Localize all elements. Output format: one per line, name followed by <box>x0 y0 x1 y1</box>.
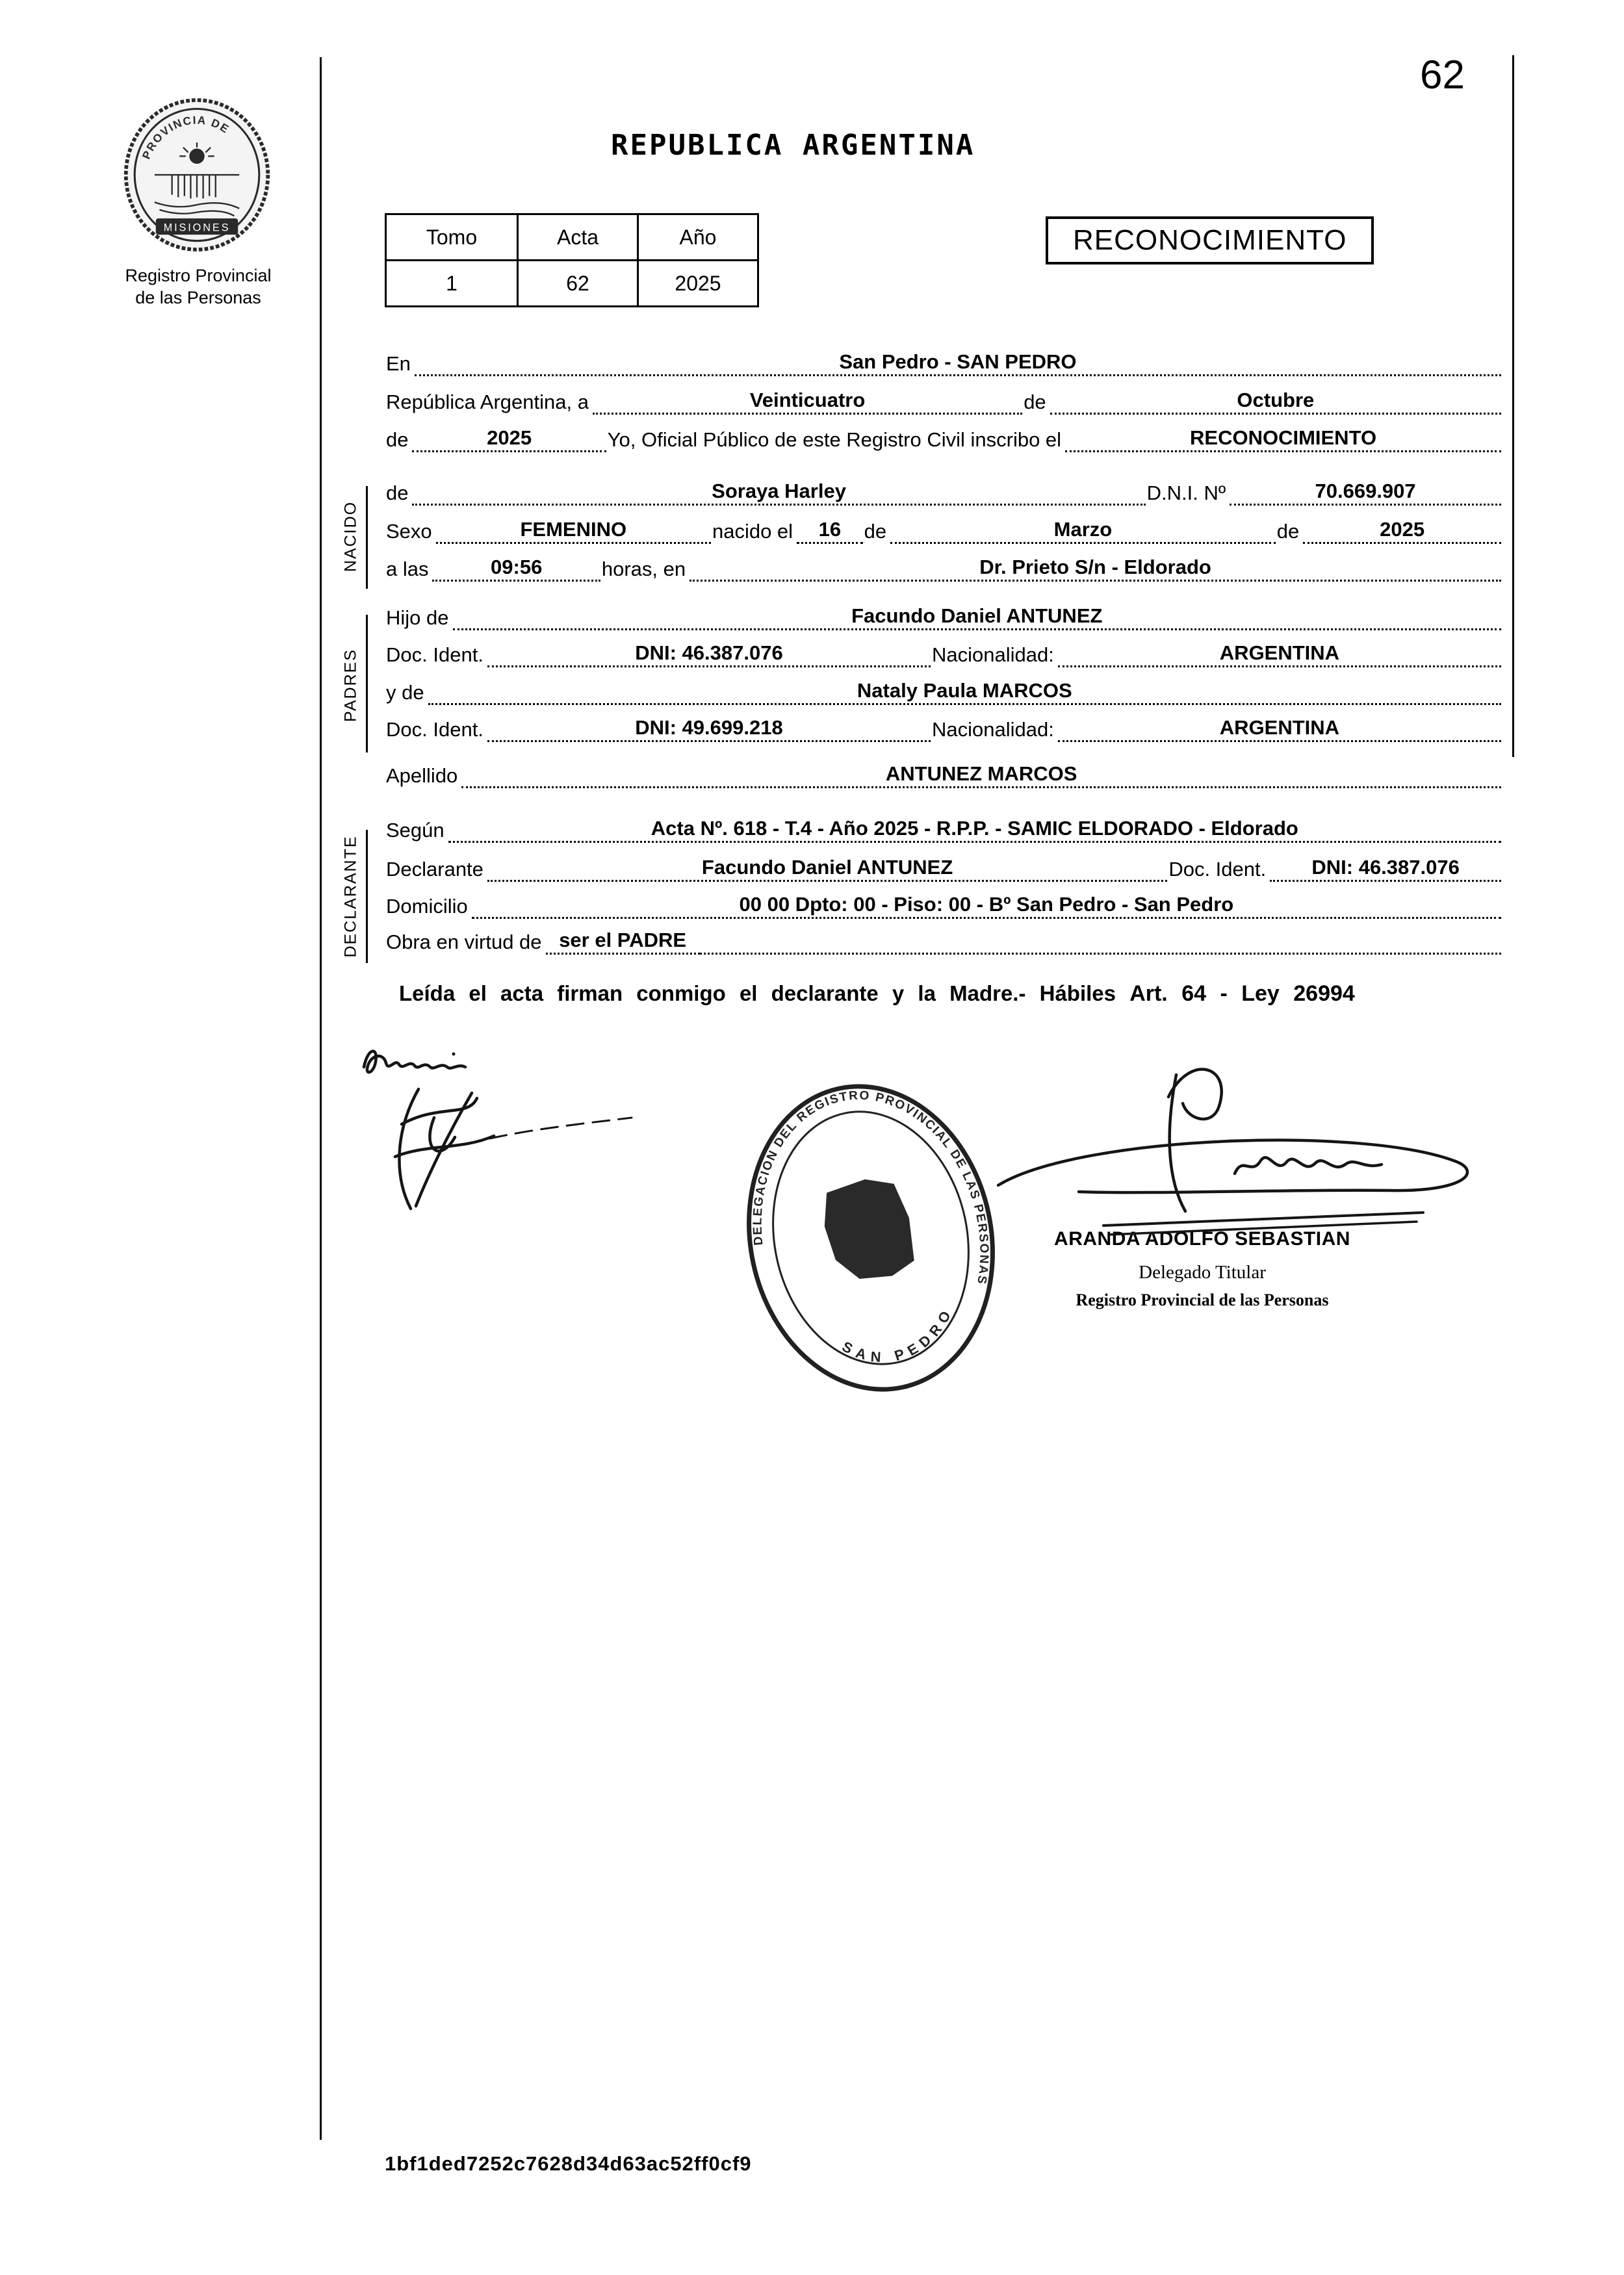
form-row-segun <box>385 812 1501 843</box>
form-row-inscripcion <box>385 421 1501 452</box>
value-nombre-declarante: Facundo Daniel ANTUNEZ <box>487 856 1167 882</box>
label-de-anio-nac: de <box>1276 520 1300 543</box>
label-de-mes-nac: de <box>864 520 887 543</box>
table-value-acta: 62 <box>518 261 638 307</box>
stamp-center-emblem <box>817 1172 920 1288</box>
label-de-anio: de <box>386 428 409 452</box>
form-row-lugar <box>385 345 1501 376</box>
label-de-nombre: de <box>386 482 409 505</box>
acta-table-value-row <box>386 261 758 307</box>
value-tipo-acto: RECONOCIMIENTO <box>1065 426 1501 452</box>
form-row-obra <box>385 923 1501 955</box>
form-row-nacido-nombre <box>385 474 1501 506</box>
value-dni-madre: DNI: 49.699.218 <box>487 716 931 742</box>
closing-note <box>399 978 1439 1010</box>
doc-type-box: RECONOCIMIENTO <box>1046 216 1374 264</box>
document-title: REPUBLICA ARGENTINA <box>611 129 975 162</box>
label-doc-ident-madre: Doc. Ident. <box>386 718 483 741</box>
label-en: En <box>386 352 411 376</box>
form-row-padre <box>385 599 1501 630</box>
left-margin-rule <box>320 57 322 2140</box>
dotted-leader <box>700 952 1501 955</box>
label-dni: D.N.I. Nº <box>1146 482 1226 505</box>
value-sexo: FEMENINO <box>436 518 711 544</box>
form-row-declarante <box>385 851 1501 882</box>
table-header-acta: Acta <box>518 214 638 261</box>
seal-top-text: PROVINCIA DE <box>139 113 233 161</box>
label-nacionalidad-madre: Nacionalidad: <box>932 718 1054 741</box>
provincial-seal <box>122 97 272 258</box>
label-doc-ident-padre: Doc. Ident. <box>386 643 483 667</box>
table-value-tomo: 1 <box>386 261 518 307</box>
page-number: 62 <box>1420 53 1465 97</box>
form-row-madre <box>385 674 1501 705</box>
value-nombre-padre: Facundo Daniel ANTUNEZ <box>453 604 1502 630</box>
form-row-sexo-nacimiento <box>385 513 1501 544</box>
label-nacionalidad-padre: Nacionalidad: <box>932 643 1054 667</box>
bracket-declarante <box>366 830 368 963</box>
table-value-anio: 2025 <box>638 261 758 307</box>
label-sexo: Sexo <box>386 520 432 543</box>
form-row-madre-doc <box>385 711 1501 742</box>
value-anio: 2025 <box>412 426 606 452</box>
stamp-bottom-text: SAN PEDRO <box>839 1303 957 1366</box>
verification-code: 1bf1ded7252c7628d34d63ac52ff0cf9 <box>385 2152 752 2175</box>
label-a-las: a las <box>386 558 429 581</box>
org-name-line1: Registro Provincial <box>125 266 272 285</box>
value-lugar-nacimiento: Dr. Prieto S/n - Eldorado <box>690 556 1501 582</box>
section-label-nacido: NACIDO <box>341 500 360 572</box>
seal-bottom-text: MISIONES <box>163 222 231 234</box>
label-domicilio: Domicilio <box>386 895 468 918</box>
value-dia-nacimiento: 16 <box>797 518 863 544</box>
closing-text: Leída el acta firman conmigo el declarante y la Madre.- Hábiles <box>399 981 1116 1005</box>
declarant-signature <box>356 1038 642 1230</box>
table-header-tomo: Tomo <box>386 214 518 261</box>
value-mes-nacimiento: Marzo <box>890 518 1276 544</box>
label-obra-en-virtud: Obra en virtud de <box>386 931 542 954</box>
declarant-signature-strokes <box>356 1038 642 1227</box>
value-dia: Veinticuatro <box>593 389 1022 415</box>
value-caracter: ser el PADRE <box>546 929 700 955</box>
closing-law-reference: Art. 64 - Ley 26994 <box>1129 981 1355 1006</box>
label-apellido: Apellido <box>386 764 458 788</box>
value-nombre-nacido: Soraya Harley <box>412 480 1145 506</box>
value-mes: Octubre <box>1050 389 1501 415</box>
official-name: ARANDA ADOLFO SEBASTIAN <box>1054 1228 1350 1250</box>
bracket-padres <box>366 615 368 752</box>
value-dni-nacido: 70.669.907 <box>1230 480 1501 506</box>
label-hijo-de: Hijo de <box>386 606 449 630</box>
value-anio-nacimiento: 2025 <box>1303 518 1501 544</box>
value-nacionalidad-padre: ARGENTINA <box>1058 641 1501 667</box>
form-row-domicilio <box>385 888 1501 919</box>
label-segun: Según <box>386 819 445 842</box>
section-label-padres: PADRES <box>341 649 360 722</box>
form-row-apellido <box>385 757 1501 788</box>
value-dni-declarante: DNI: 46.387.076 <box>1270 856 1501 882</box>
form-row-fecha <box>385 383 1501 415</box>
label-nacido-el: nacido el <box>712 520 793 543</box>
label-doc-ident-declarante: Doc. Ident. <box>1168 858 1267 881</box>
value-acta-referencia: Acta Nº. 618 - T.4 - Año 2025 - R.P.P. - SAMIC ELDORADO - Eldorado <box>448 817 1501 843</box>
form-row-padre-doc <box>385 636 1501 667</box>
value-nombre-madre: Nataly Paula MARCOS <box>428 679 1501 705</box>
official-signature-block <box>962 1058 1508 1331</box>
label-declarante: Declarante <box>386 858 483 881</box>
label-y-de: y de <box>386 681 424 704</box>
label-republica: República Argentina, a <box>386 391 589 414</box>
value-apellido: ANTUNEZ MARCOS <box>461 762 1501 788</box>
value-hora: 09:56 <box>432 556 600 582</box>
label-oficial: Yo, Oficial Público de este Registro Civil inscribo el <box>607 428 1062 452</box>
section-label-declarante: DECLARANTE <box>341 835 360 958</box>
stamp-arc-text: DELEGACION DEL REGISTRO PROVINCIAL DE LAS PERSONAS <box>751 1088 991 1287</box>
bracket-nacido <box>366 486 368 589</box>
table-header-anio: Año <box>638 214 758 261</box>
provincial-seal-graphic <box>122 97 272 255</box>
label-horas-en: horas, en <box>601 558 686 581</box>
form-row-hora-lugar <box>385 550 1501 582</box>
acta-table-header-row <box>386 214 758 261</box>
value-domicilio: 00 00 Dpto: 00 - Piso: 00 - Bº San Pedro - San Pedro <box>472 893 1501 919</box>
official-title: Delegado Titular <box>1139 1262 1266 1283</box>
org-name-line2: de las Personas <box>135 287 261 307</box>
label-de-mes: de <box>1024 391 1046 414</box>
value-nacionalidad-madre: ARGENTINA <box>1058 716 1501 742</box>
right-margin-rule <box>1512 55 1514 757</box>
official-organization: Registro Provincial de las Personas <box>1076 1291 1329 1309</box>
value-dni-padre: DNI: 46.387.076 <box>487 641 931 667</box>
value-lugar: San Pedro - SAN PEDRO <box>415 350 1501 376</box>
seal-caption <box>71 265 325 309</box>
acta-table <box>385 213 759 307</box>
